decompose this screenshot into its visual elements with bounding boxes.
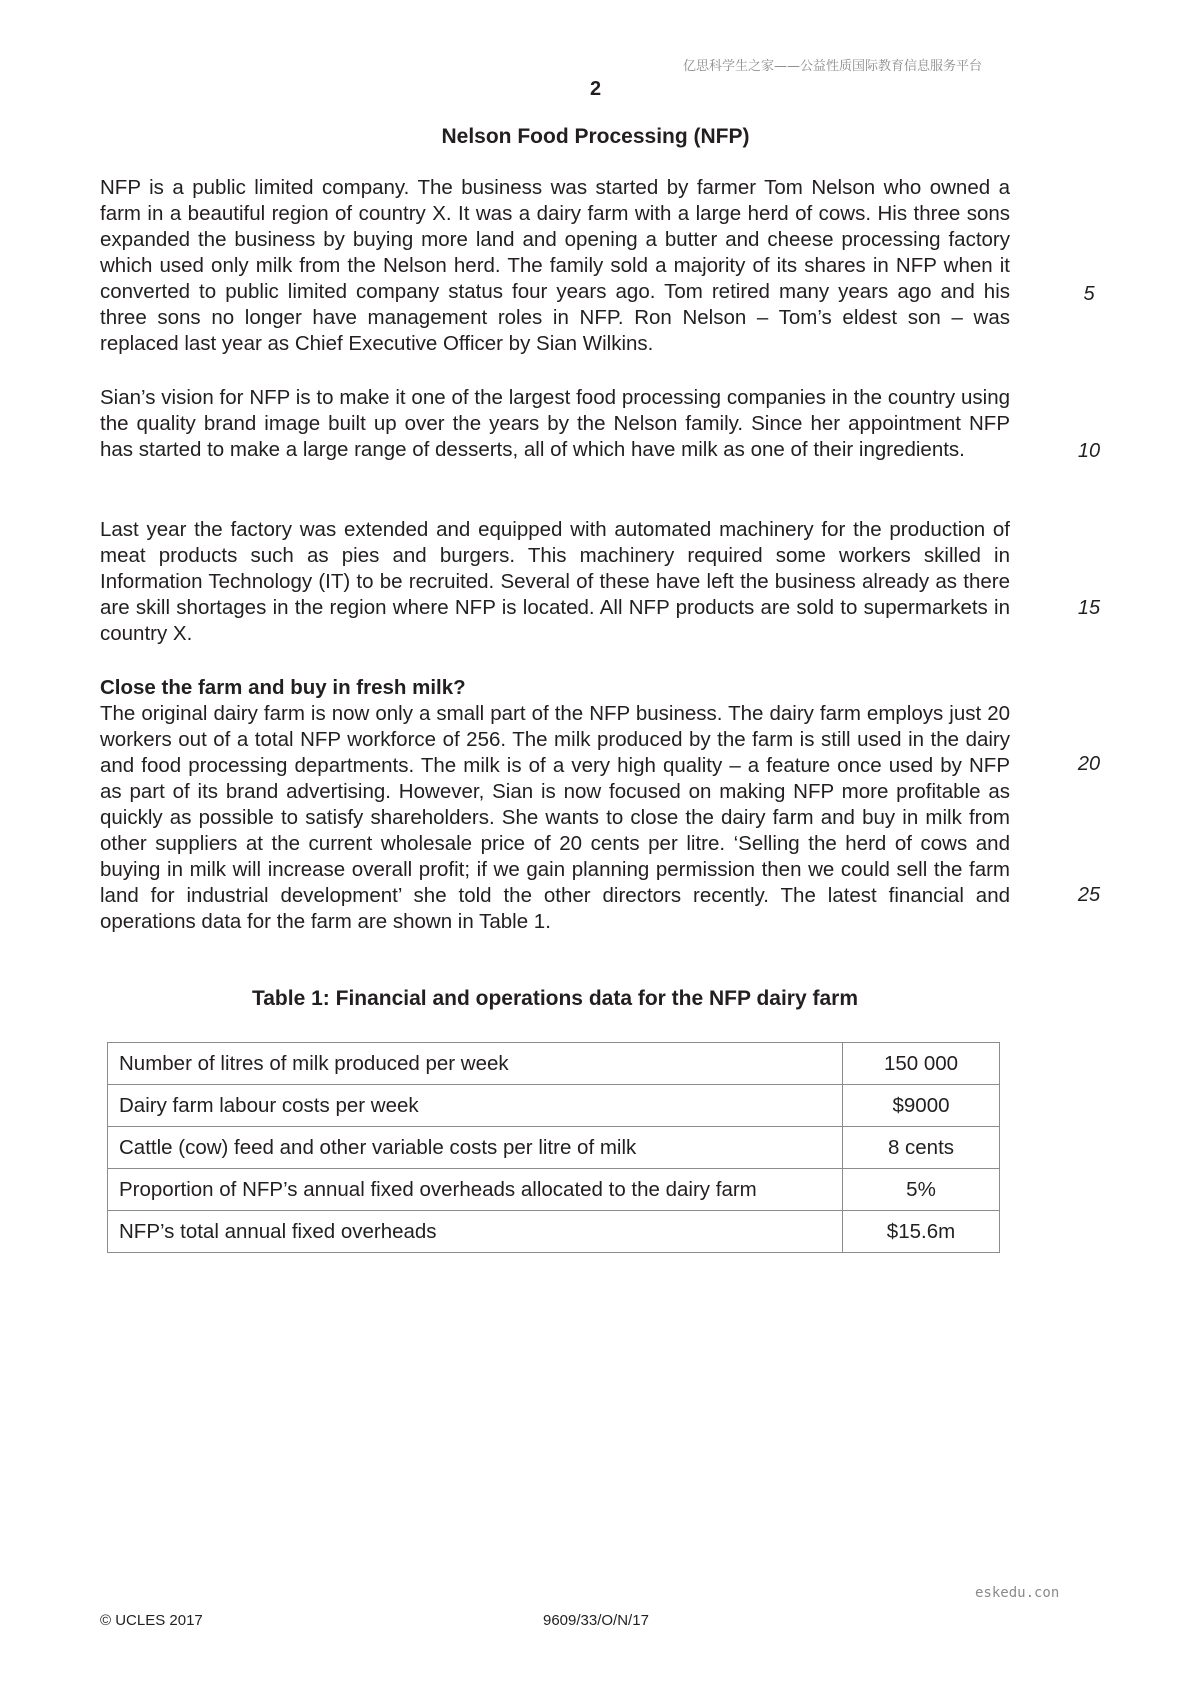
row-value: 150 000 <box>843 1043 1000 1085</box>
page-number: 2 <box>589 78 602 100</box>
section-block <box>100 675 1010 935</box>
line-number-20: 20 <box>1077 753 1101 775</box>
row-value: $15.6m <box>843 1211 1000 1253</box>
document-title: Nelson Food Processing (NFP) <box>441 125 750 148</box>
paragraph-2: Sian’s vision for NFP is to make it one of the largest food processing companies in the country using the quality brand image built up over the years by the Nelson family. Since her appointment NFP has started to make a large range of desserts, all of which have milk as one of their ingredients. <box>100 386 1010 461</box>
row-label: NFP’s total annual fixed overheads <box>108 1211 843 1253</box>
row-label: Cattle (cow) feed and other variable costs per litre of milk <box>108 1127 843 1169</box>
line-number-15: 15 <box>1077 597 1101 619</box>
row-label: Proportion of NFP’s annual fixed overheads allocated to the dairy farm <box>108 1169 843 1211</box>
table-row <box>108 1211 1000 1253</box>
row-label: Dairy farm labour costs per week <box>108 1085 843 1127</box>
table-title: Table 1: Financial and operations data for the NFP dairy farm <box>251 987 859 1010</box>
data-table <box>107 1042 1000 1253</box>
line-number-5: 5 <box>1083 283 1095 305</box>
paragraph-2-block <box>100 385 1010 463</box>
watermark-bottom: eskedu.con <box>975 1585 1060 1601</box>
line-number-25: 25 <box>1077 884 1101 906</box>
table-row <box>108 1127 1000 1169</box>
paragraph-1: NFP is a public limited company. The business was started by farmer Tom Nelson who owned a farm in a beautiful region of country X. It was a dairy farm with a large herd of cows. His three sons expanded the business by buying more land and opening a butter and cheese processing factory which used only milk from the Nelson herd. The family sold a majority of its shares in NFP when it converted to public limited company status four years ago. Tom retired many years ago and his three sons no longer have management roles in NFP. Ron Nelson – Tom’s eldest son – was replaced last year as Chief Executive Officer by Sian Wilkins. <box>100 176 1010 355</box>
paragraph-3-block <box>100 517 1010 647</box>
table-row <box>108 1085 1000 1127</box>
row-value: 8 cents <box>843 1127 1000 1169</box>
table-row <box>108 1043 1000 1085</box>
footer-code: 9609/33/O/N/17 <box>543 1612 649 1629</box>
footer-copyright: © UCLES 2017 <box>100 1612 203 1629</box>
section-text: The original dairy farm is now only a small part of the NFP business. The dairy farm employs just 20 workers out of a total NFP workforce of 256. The milk produced by the farm is still used in the dairy and food processing departments. The milk is of a very high quality – a feature once used by NFP as part of its brand advertising. However, Sian is now focused on making NFP more profitable as quickly as possible to satisfy shareholders. She wants to close the dairy farm and buy in milk from other suppliers at the current wholesale price of 20 cents per litre. ‘Selling the herd of cows and buying in milk will increase overall profit; if we gain planning permission then we could sell the farm land for industrial development’ she told the other directors recently. The latest financial and operations data for the farm are shown in Table 1. <box>100 702 1010 933</box>
table-row <box>108 1169 1000 1211</box>
section-heading: Close the farm and buy in fresh milk? <box>100 676 466 699</box>
paragraph-1-block <box>100 175 1010 357</box>
row-label: Number of litres of milk produced per week <box>108 1043 843 1085</box>
row-value: 5% <box>843 1169 1000 1211</box>
paragraph-3: Last year the factory was extended and equipped with automated machinery for the production of meat products such as pies and burgers. This machinery required some workers skilled in Information Technology (IT) to be recruited. Several of these have left the business already as there are skill shortages in the region where NFP is located. All NFP products are sold to supermarkets in country X. <box>100 518 1010 645</box>
watermark-top: 亿思科学生之家——公益性质国际教育信息服务平台 <box>683 59 983 74</box>
row-value: $9000 <box>843 1085 1000 1127</box>
line-number-10: 10 <box>1077 440 1101 462</box>
